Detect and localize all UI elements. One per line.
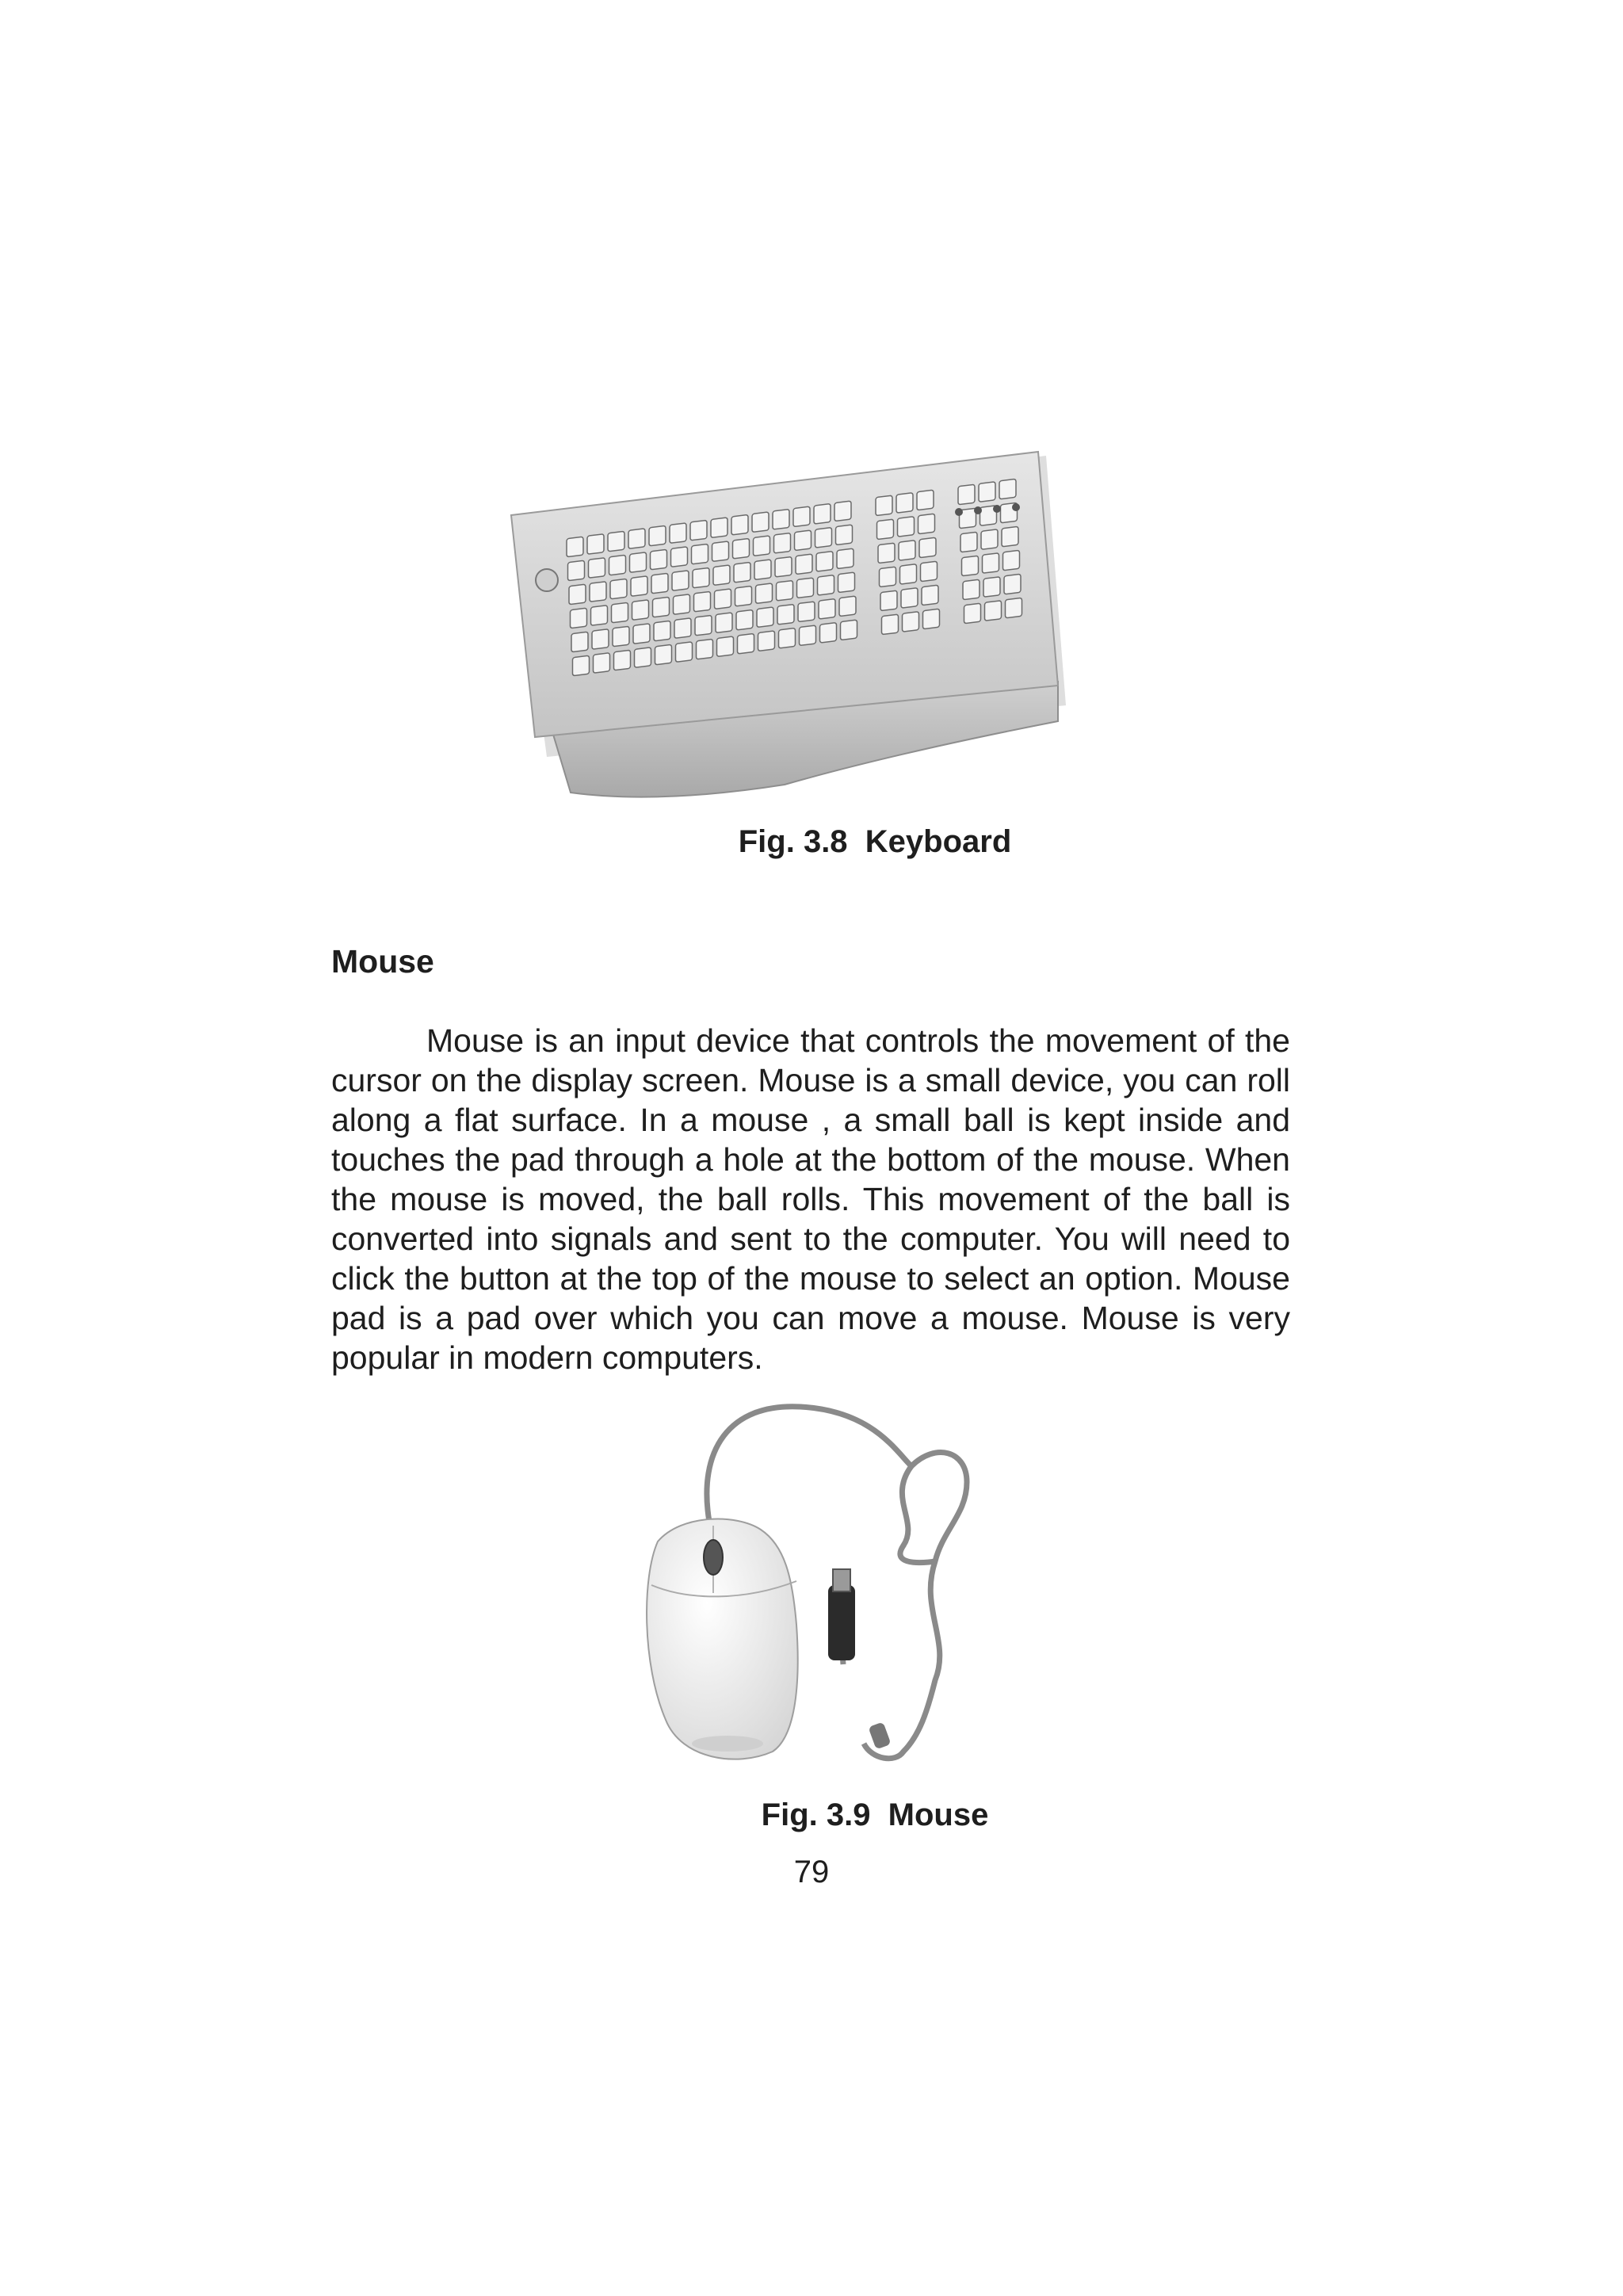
keyboard-key: [756, 583, 773, 604]
keyboard-key: [571, 608, 587, 628]
keyboard-key: [757, 607, 773, 628]
keyboard-key: [773, 509, 789, 529]
keyboard-key: [815, 528, 832, 548]
keyboard-key: [628, 529, 645, 549]
keyboard-key: [795, 530, 812, 551]
keyboard-key: [693, 567, 709, 588]
keyboard-key: [896, 493, 913, 514]
keyboard-key: [653, 597, 670, 617]
keyboard-key: [981, 529, 998, 550]
keyboard-key: [958, 484, 975, 505]
keyboard-key: [819, 598, 835, 619]
keyboard-key: [752, 512, 769, 533]
keyboard-key: [738, 633, 754, 654]
keyboard-key: [674, 618, 691, 639]
keyboard-key: [651, 549, 667, 570]
keyboard-key: [899, 541, 915, 561]
keyboard-key: [676, 642, 693, 663]
keyboard-key: [733, 538, 750, 559]
keyboard-key: [590, 582, 606, 602]
keyboard-image: [499, 444, 1070, 816]
keyboard-key: [715, 589, 731, 609]
keyboard-key: [573, 655, 590, 676]
keyboard-key: [903, 612, 919, 632]
keyboard-key: [670, 523, 686, 544]
keyboard-key: [731, 514, 748, 535]
keyboard-key: [999, 479, 1016, 499]
keyboard-key: [777, 604, 794, 625]
keyboard-key: [632, 600, 649, 621]
keyboard-key: [836, 525, 853, 545]
keyboard-key: [672, 571, 689, 591]
keyboard-key: [921, 561, 938, 582]
keyboard-key: [592, 629, 609, 650]
keyboard-key: [985, 601, 1002, 621]
keyboard-key: [649, 525, 666, 546]
keyboard-key: [838, 572, 855, 593]
keyboard-key: [834, 501, 851, 521]
keyboard-key: [798, 602, 815, 622]
keyboard-key: [777, 580, 793, 601]
keyboard-key: [631, 576, 647, 597]
keyboard-key: [736, 609, 753, 630]
keyboard-key: [818, 575, 834, 596]
keyboard-key: [877, 519, 894, 540]
keyboard-key: [917, 490, 934, 510]
keyboard-key: [796, 554, 812, 575]
keyboard-key: [717, 636, 734, 657]
keyboard-key: [591, 606, 608, 626]
keyboard-key: [758, 631, 775, 651]
keyboard-key: [695, 615, 712, 636]
keyboard-key: [613, 626, 629, 647]
keyboard-key: [1006, 598, 1022, 618]
keyboard-key: [841, 620, 857, 640]
keyboard-key: [878, 543, 895, 563]
keyboard-key: [779, 628, 796, 648]
keyboard-key: [898, 517, 915, 537]
keyboard-key: [775, 556, 792, 577]
keyboard-key: [774, 533, 791, 553]
keyboard-key: [711, 518, 727, 538]
keyboard-key: [654, 621, 670, 641]
keyboard-key: [900, 564, 917, 585]
keyboard-key: [880, 567, 896, 587]
keyboard-key: [569, 584, 586, 605]
keyboard-key: [608, 531, 624, 552]
keyboard-key: [713, 565, 730, 586]
keyboard-key: [735, 586, 752, 606]
keyboard-key: [880, 590, 897, 611]
keyboard-key: [633, 624, 650, 644]
keyboard-key: [589, 558, 605, 579]
keyboard-key: [614, 650, 631, 670]
keyboard-key: [962, 556, 979, 576]
keyboard-key: [963, 579, 980, 600]
keyboard-key: [635, 648, 651, 668]
keyboard-key: [1002, 526, 1018, 547]
keyboard-key: [690, 520, 707, 541]
keyboard-key: [567, 537, 583, 557]
keyboard-key: [610, 579, 627, 599]
keyboard-key: [655, 644, 672, 665]
mouse-image: [634, 1403, 1014, 1775]
keyboard-key: [712, 541, 729, 562]
keyboard-key: [630, 552, 647, 573]
keyboard-key: [793, 506, 810, 527]
keyboard-key: [918, 514, 935, 534]
keyboard-key: [571, 632, 588, 652]
keyboard-key: [692, 544, 708, 564]
keyboard-key: [983, 577, 1000, 598]
keyboard-key: [716, 613, 732, 633]
keyboard-key: [587, 534, 604, 555]
keyboard-key: [797, 578, 814, 598]
keyboard-key: [1004, 574, 1021, 594]
keyboard-key: [651, 573, 668, 594]
keyboard-key: [919, 537, 936, 558]
body-paragraph: Mouse is an input device that controls the movement of the cursor on the display screen. Mouse is a small device, you can roll along a flat surface. In a mouse , a small ball is kept inside and touches the pad through a hole at the bottom of the mouse. When the mouse is moved, the ball rolls. This movement of the ball is converted into signals and sent to the computer. You will need to click the button at the top of the mouse to select an option. Mouse pad is a pad over which you can move a mouse. Mouse is very popular in modern computers.: [331, 1022, 1290, 1376]
keyboard-key: [839, 596, 856, 617]
keyboard-key: [922, 585, 938, 606]
keyboard-key: [697, 639, 713, 659]
page-number: 79: [793, 1855, 830, 1889]
section-heading: Mouse: [331, 943, 434, 980]
keyboard-key: [882, 614, 899, 635]
keyboard-key: [901, 588, 918, 609]
keyboard-key: [979, 482, 995, 502]
keyboard-key: [754, 560, 771, 580]
keyboard-key: [983, 553, 999, 574]
keyboard-key: [694, 591, 711, 612]
keyboard-key: [964, 603, 981, 624]
keyboard-key: [820, 622, 837, 643]
keyboard-key: [800, 625, 816, 646]
keyboard-key: [671, 547, 688, 567]
keyboard-key: [814, 504, 831, 525]
keyboard-key: [594, 653, 610, 674]
keyboard-key: [960, 532, 977, 552]
keyboard-key: [612, 602, 628, 623]
keyboard-key: [1003, 550, 1020, 571]
keyboard-key: [568, 560, 585, 581]
keyboard-key: [734, 562, 750, 583]
keyboard-key: [816, 552, 833, 572]
keyboard-key: [876, 495, 892, 516]
keyboard-key: [923, 609, 940, 629]
keyboard-key: [837, 548, 854, 569]
keyboard-key: [609, 555, 626, 575]
figure-caption-keyboard: Fig. 3.8 Keyboard: [738, 824, 1012, 859]
keyboard-key: [674, 594, 690, 615]
keyboard-key: [754, 536, 770, 556]
figure-caption-mouse: Fig. 3.9 Mouse: [761, 1797, 989, 1832]
